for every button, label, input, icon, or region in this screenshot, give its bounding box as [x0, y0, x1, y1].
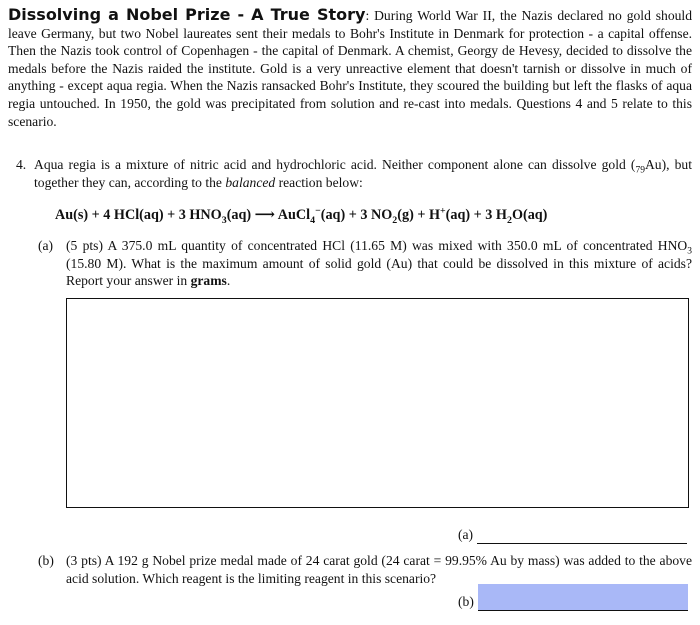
answer-a-label: (a) [458, 527, 474, 542]
part-a-bold: grams [190, 273, 227, 289]
part-a-text-2: (15.80 M). What is the maximum amount of solid gold (Au) that could be dissolved in this mixture of acids? Report your answer in [66, 255, 692, 289]
answer-b-field[interactable] [478, 584, 688, 611]
answer-a-line[interactable] [477, 529, 687, 544]
product-charge: − [315, 205, 321, 217]
reaction-equation [55, 207, 695, 225]
intro-body: : During World War II, the Nazis declared no gold should leave Germany, but two Nobel laureates sent their medals to Bohr's Institute in Denmark for protection - a capital offense. Then the Nazis took control of Copenhagen - the capital of Denmark. A chemist, Georgy de Hevesy, decided to dissolve the medals before the Nazis raided the institute. Gold is a very unreactive element that doesn't tarnish or dissolve in much of anything - except aqua regia. When the Nazis ransacked Bohr's Institute, they scoured the building but left the flasks of aqua regia untouched. In 1950, the gold was precipitated from solution and re-cast into medals. Questions 4 and 5 relate to this scenario. [8, 8, 693, 129]
q4-text-3: reaction below: [275, 174, 363, 190]
q4-emphasis: balanced [225, 174, 276, 190]
intro-heading: Dissolving a Nobel Prize - A True Story [8, 5, 366, 24]
answer-a [458, 526, 687, 544]
answer-b [458, 584, 688, 611]
work-answer-box[interactable] [66, 298, 689, 508]
question-number: 4. [16, 157, 27, 172]
gold-atomic-number: 79 [635, 165, 645, 176]
part-a-text-3: . [226, 273, 231, 289]
reactants: Au(s) + 4 HCl(aq) + 3 HNO [55, 207, 222, 223]
product-text-3: (aq) + 3 H [445, 207, 507, 223]
part-b-label: (b) [38, 553, 54, 568]
part-a-text-1: (5 pts) A 375.0 mL quantity of concentrated HCl (11.65 M) was mixed with 350.0 mL of concentrated HNO [66, 238, 688, 253]
product-aucl: AuCl [277, 207, 311, 223]
answer-b-label: (b) [458, 594, 474, 610]
product-subscript: 4 [310, 214, 316, 226]
part-b [38, 552, 692, 587]
gold-symbol: Au [644, 157, 662, 172]
part-a-subscript: 3 [687, 246, 692, 257]
q4-text-1: Aqua regia is a mixture of nitric acid and hydrochloric acid. Neither component alone can dissolve gold ( [34, 157, 636, 172]
reactant-subscript: 3 [221, 214, 227, 226]
product-text-2: (g) + H [397, 207, 441, 223]
product-text: (aq) + 3 NO [320, 207, 393, 223]
product-text-4: O(aq) [511, 207, 548, 223]
part-a [38, 237, 692, 290]
reactant-end: (aq) [226, 207, 252, 223]
intro-paragraph [8, 6, 692, 130]
question-4 [16, 156, 692, 191]
part-a-label: (a) [38, 238, 54, 253]
q4-text-2: ), but together they can, according to the [34, 157, 692, 190]
no2-subscript: 2 [392, 214, 398, 226]
water-subscript: 2 [506, 214, 512, 226]
reaction-arrow: ⟶ [251, 207, 278, 223]
proton-charge: + [440, 205, 446, 217]
part-b-text: (3 pts) A 192 g Nobel prize medal made of 24 carat gold (24 carat = 99.95% Au by mass) was added to the above acid solution. Which reagent is the limiting reagent in this scenario? [66, 553, 692, 586]
